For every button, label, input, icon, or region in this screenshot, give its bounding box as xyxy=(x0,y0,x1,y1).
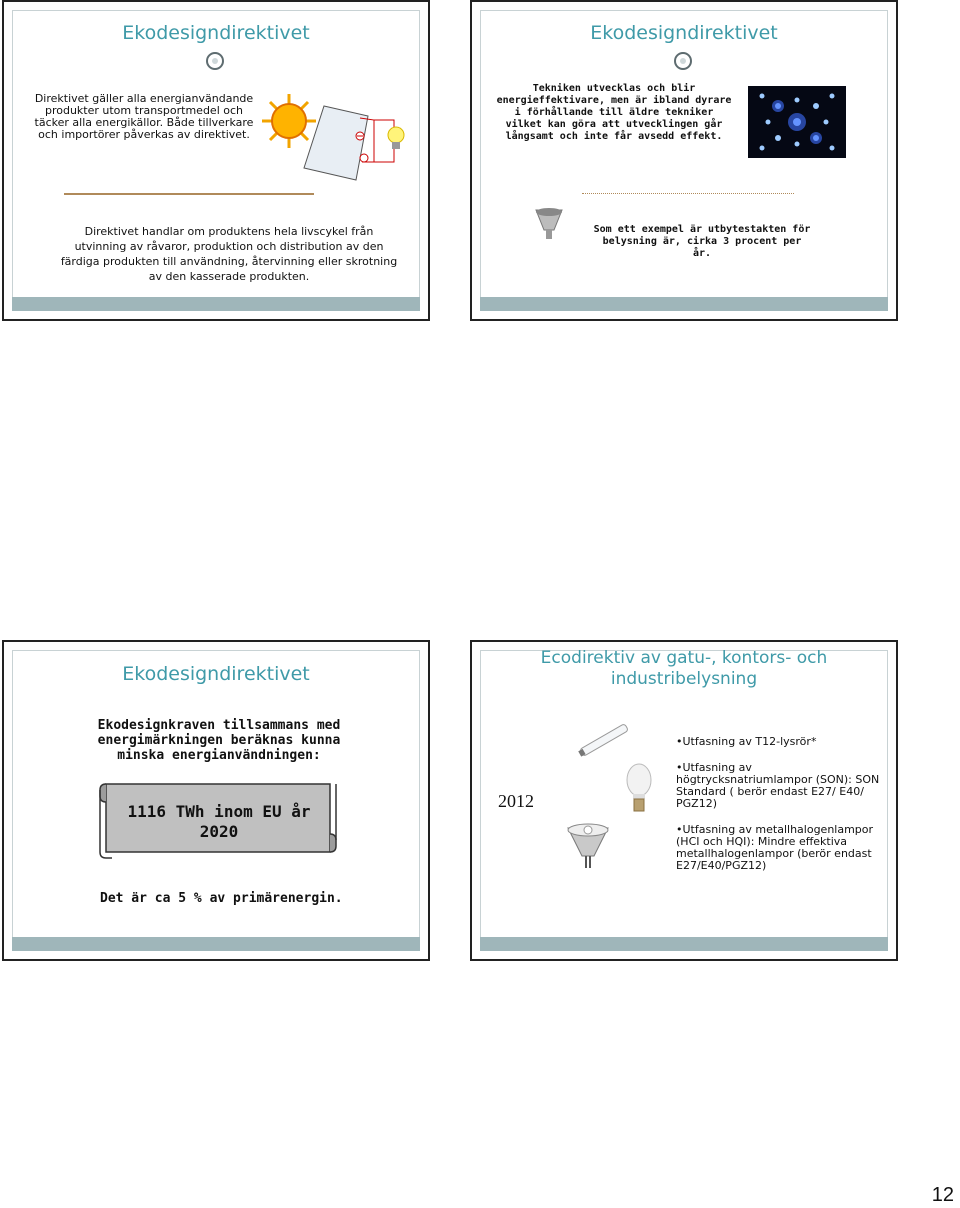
bullet-item: •Utfasning av högtrycksnatriumlampor (SON): SON Standard ( berör endast E27/ E40/ PGZ12) xyxy=(676,761,880,810)
spotlight-bulb-icon xyxy=(534,206,564,240)
slide-1 xyxy=(2,0,430,321)
ring-icon xyxy=(674,52,692,70)
reflector-lamp-icon xyxy=(566,822,610,872)
scroll-text: 1116 TWh inom EU år 2020 xyxy=(127,802,311,841)
slide-footer xyxy=(12,297,420,311)
year-label: 2012 xyxy=(498,791,534,811)
slide-footer xyxy=(12,937,420,951)
slide-title: Ekodesigndirektivet xyxy=(590,22,778,44)
bullet-item: •Utfasning av metallhalogenlampor (HCI och HQI): Mindre effektiva metallhalogenlampor (berör endast E27/E40/PGZ12) xyxy=(676,823,874,872)
slide-2 xyxy=(470,0,898,321)
light-bulb-icon xyxy=(386,126,406,152)
slide-3 xyxy=(2,640,430,961)
hid-lamp-icon xyxy=(622,762,656,814)
slide-body-2: Direktivet handlar om produktens hela livscykel från utvinning av råvaror, produktion och distribution av den färdiga produkten till användning, återvinning eller skrotning av den kasserade produkten. xyxy=(60,225,398,283)
slide-body: Ekodesignkraven tillsammans med energimärkningen beräknas kunna minska energianvändningen: xyxy=(97,718,341,763)
divider xyxy=(582,193,794,194)
slide-4 xyxy=(470,640,898,961)
slide-body-2: Det är ca 5 % av primärenergin. xyxy=(100,891,343,906)
fluorescent-tube-icon xyxy=(576,718,632,762)
slide-footer xyxy=(480,297,888,311)
bullet-item: •Utfasning av T12-lysrör* xyxy=(676,735,817,748)
led-lights-image xyxy=(748,86,846,158)
slide-title: Ekodesigndirektivet xyxy=(122,22,310,44)
slide-footer xyxy=(480,937,888,951)
ring-icon xyxy=(206,52,224,70)
slide-title: Ecodirektiv av gatu-, kontors- och industribelysning xyxy=(540,648,828,689)
bullet-list xyxy=(676,736,880,886)
slide-body: Direktivet gäller alla energianvändande produkter utom transportmedel och täcker alla energikällor. Både tillverkare och importörer påverkas av direktivet. xyxy=(34,92,254,141)
slide-title: Ekodesigndirektivet xyxy=(122,663,310,685)
slide-body: Tekniken utvecklas och blir energieffektivare, men är ibland dyrare i förhållande till äldre tekniker vilket kan göra att utvecklingen går långsamt och inte får avsedd effekt. xyxy=(496,83,732,142)
page-number: 12 xyxy=(931,1184,954,1206)
divider xyxy=(64,193,314,195)
slide-body-2: Som ett exempel är utbytestakten för belysning är, cirka 3 procent per år. xyxy=(593,224,811,259)
